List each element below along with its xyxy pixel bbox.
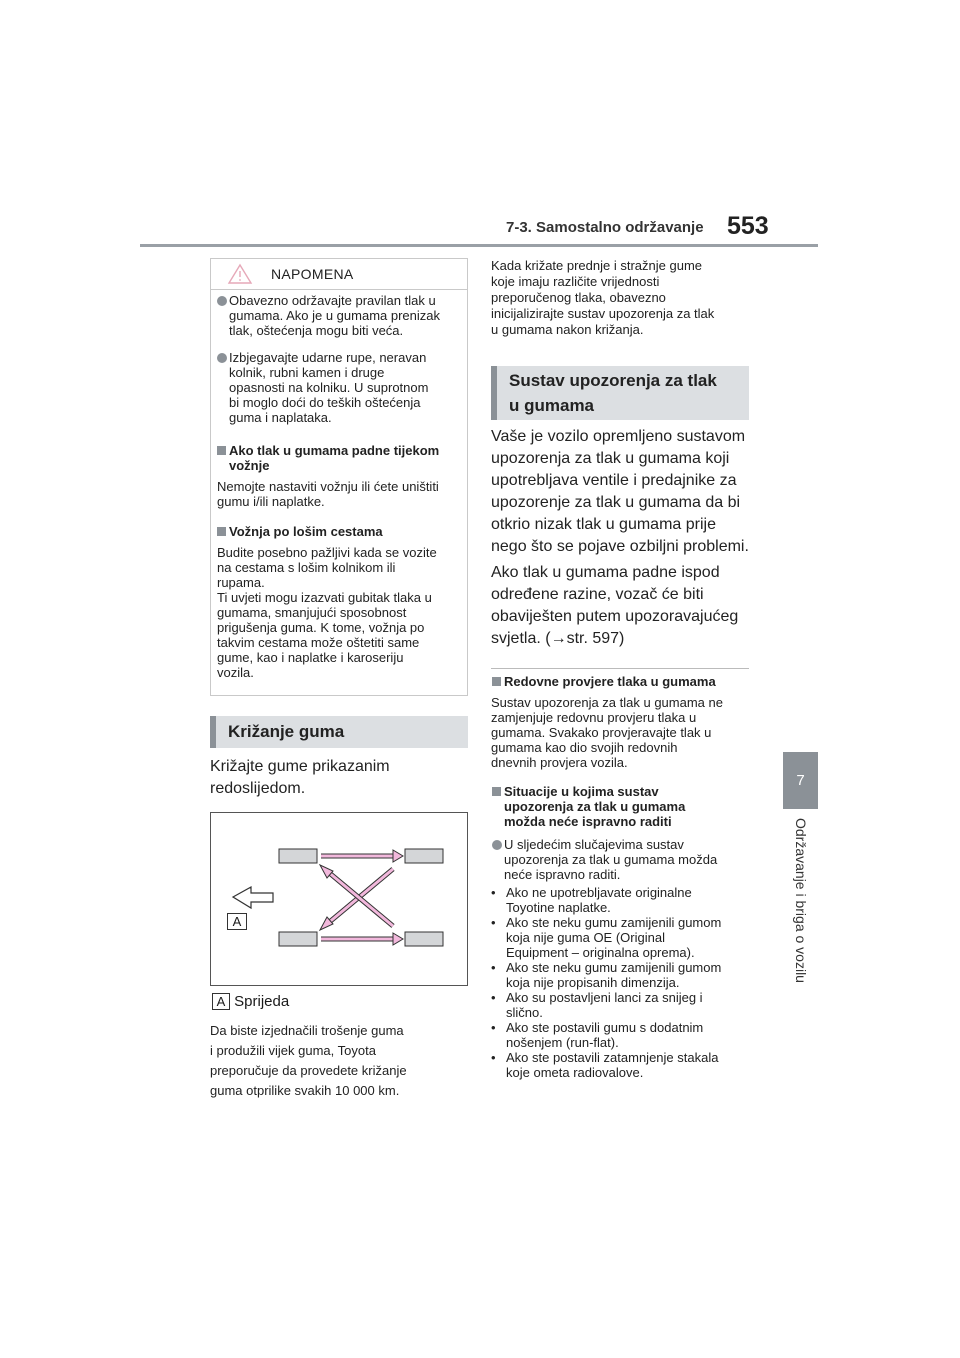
header-rule [140, 244, 818, 247]
chapter-tab[interactable] [783, 752, 818, 809]
list-item: • Ako ste neku gumu zamijenili gumom koja nije propisanih dimenzija. [491, 960, 722, 990]
bullet-dot [217, 296, 227, 306]
tire-rotation-diagram [211, 813, 467, 985]
list-item: • Ako su postavljeni lanci za snijeg i slično. [491, 990, 703, 1020]
notice-title: NAPOMENA [271, 266, 354, 282]
right-sub1-title: Redovne provjere tlaka u gumama [504, 674, 716, 689]
subheading-square [217, 527, 226, 536]
figure-label-a: A [227, 913, 247, 930]
figure-legend [212, 993, 289, 1010]
tire-rear-left [279, 932, 317, 946]
notice-sub2-text: Budite posebno pažljivi kada se vozite na cestama s lošim kolnikom ili rupama. Ti uvjeti mogu izazvati gubitak tlaka u gumama, smanjujući sposobnost prigušenja guma. K tome, vožnja po takvim cestama može oštetiti same gume, kao i naplatke i karoseriju vozila. [217, 545, 437, 680]
section-heading-tpws: Sustav upozorenja za tlak u gumama [491, 366, 749, 420]
notice-bullet-2: Izbjegavajte udarne rupe, neravan kolnik, rubni kamen i druge opasnosti na kolniku. U suprotnom bi moglo doći do teških oštećenja guma i naplataka. [229, 350, 429, 425]
list-item: • Ako ste neku gumu zamijenili gumom koja nije guma OE (Original Equipment – originalna oprema). [491, 915, 722, 960]
notice-sub1-title: Ako tlak u gumama padne tijekom vožnje [229, 443, 440, 473]
list-item: • Ako ste postavili gumu s dodatnim nošenjem (run-flat). [491, 1020, 704, 1050]
tpws-paragraph-2: Ako tlak u gumama padne ispod određene razine, vozač će biti obaviješten putem upozoravajućeg svjetla. (→str. 597) [491, 564, 739, 647]
front-direction-arrow [233, 887, 273, 908]
list-item: • Ako ne upotrebljavate originalne Toyotine naplatke. [491, 885, 692, 915]
tire-front-right [405, 849, 443, 863]
right-sub2-title: Situacije u kojima sustav upozorenja za tlak u gumama možda neće ispravno raditi [504, 784, 686, 829]
divider [491, 668, 749, 669]
right-sub1-text: Sustav upozorenja za tlak u gumama ne zamjenjuje redovnu provjeru tlaka u gumama. Svakako provjeravajte tlak u gumama kao dio svojih redovnih dnevnih provjera vozila. [491, 695, 723, 770]
right-sub2-bullet: U sljedećim slučajevima sustav upozorenja za tlak u gumama možda neće ispravno raditi. [504, 837, 718, 882]
bullet-dot [492, 840, 502, 850]
notice-sub1-text: Nemojte nastaviti vožnju ili ćete uništiti gumu i/ili naplatke. [217, 479, 439, 509]
legend-text: Sprijeda [234, 993, 290, 1010]
rotation-intro: Križajte gume prikazanim redoslijedom. [210, 758, 390, 797]
notice-sub2-title: Vožnja po lošim cestama [229, 524, 383, 539]
notice-box [210, 258, 468, 696]
bullet-dot [217, 353, 227, 363]
rotation-note: Da biste izjednačili trošenje guma i produžili vijek guma, Toyota preporučuje da provedete križanje guma otprilike svakih 10 000 km. [210, 1023, 407, 1098]
subheading-square [492, 787, 501, 796]
tire-rotation-figure [210, 812, 468, 986]
tire-front-left [279, 849, 317, 863]
chapter-label: Održavanje i briga o vozilu [792, 818, 809, 983]
situations-list [491, 885, 753, 1080]
list-item: • Ako ste postavili zatamnjenje stakala koje ometa radiovalove. [491, 1050, 719, 1080]
chapter-label-wrap [783, 818, 818, 1014]
notice-bullet-1: Obavezno održavajte pravilan tlak u gumama. Ako je u gumama prenizak tlak, oštećenja mogu biti veća. [229, 293, 440, 338]
section-heading-rotation: Križanje guma [210, 716, 468, 748]
chapter-number: 7 [796, 772, 805, 789]
tpws-paragraph-1: Vaše je vozilo opremljeno sustavom upozorenja za tlak u gumama koji upotrebljava ventile i predajnike za upozorenje za tlak u gumama da bi otkrio nizak tlak u gumama prije nego što se pojave ozbiljni problemi. [491, 428, 749, 555]
page-number: 553 [727, 212, 769, 240]
subheading-square [217, 446, 226, 455]
notice-header [211, 259, 467, 290]
tire-rear-right [405, 932, 443, 946]
section-title: 7-3. Samostalno održavanje [506, 219, 704, 236]
legend-letter: A [212, 993, 230, 1010]
warning-triangle-icon [227, 263, 253, 285]
subheading-square [492, 677, 501, 686]
right-intro: Kada križate prednje i stražnje gume koje imaju različite vrijednosti preporučenog tlaka, obavezno inicijalizirajte sustav upozorenja za tlak u gumama nakon križanja. [491, 258, 715, 337]
